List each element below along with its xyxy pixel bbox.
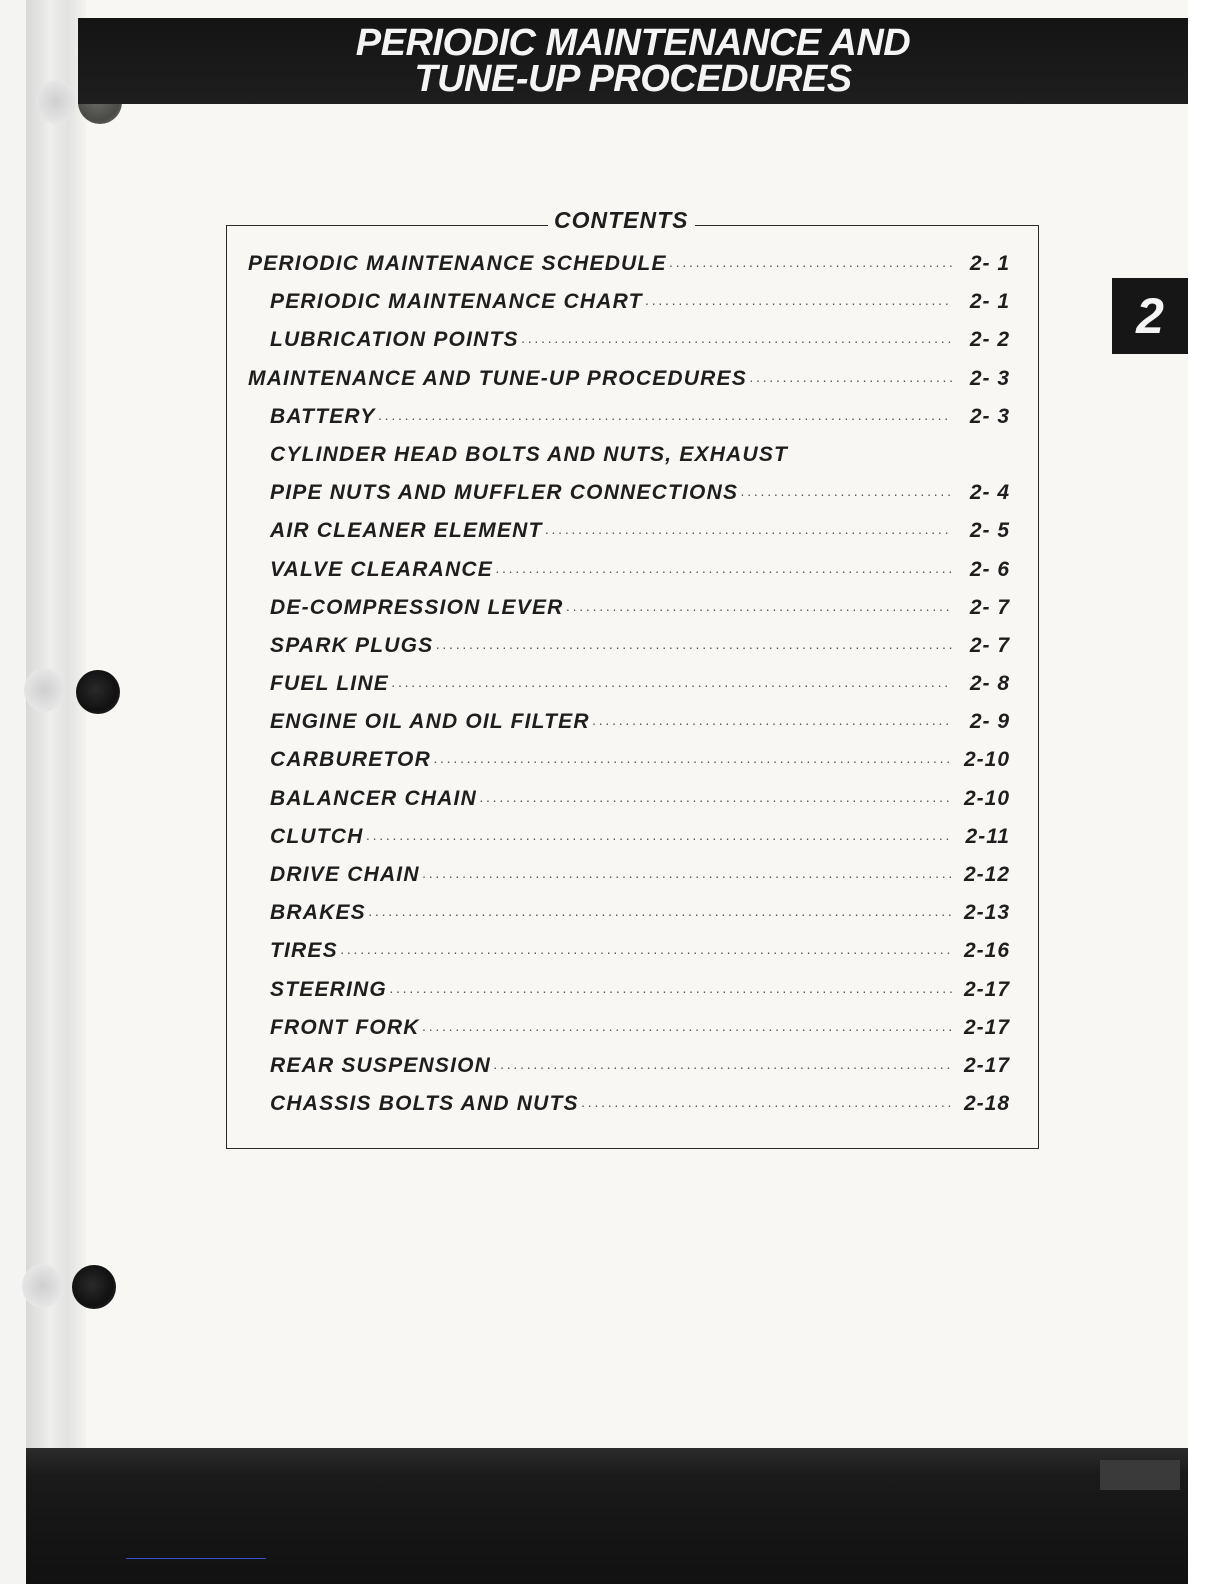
toc-entry — [248, 443, 1010, 481]
toc-entry-page: 2- 7 — [969, 633, 1010, 657]
toc-entry-title: STEERING — [270, 977, 387, 1001]
toc-entry — [248, 252, 1010, 290]
toc-entry — [248, 1092, 1010, 1130]
toc-entry-title: CYLINDER HEAD BOLTS AND NUTS, EXHAUST — [270, 442, 789, 466]
toc-entry-title: SPARK PLUGS — [270, 633, 434, 657]
toc-entry-title: PERIODIC MAINTENANCE CHART — [270, 290, 643, 314]
toc-entry-title: CHASSIS BOLTS AND NUTS — [270, 1092, 579, 1116]
toc-entry-page: 2- 3 — [969, 366, 1010, 390]
toc-entry — [248, 481, 1010, 519]
toc-entry-page: 2-16 — [963, 939, 1010, 963]
toc-dot-leader — [495, 563, 952, 579]
toc-dot-leader — [544, 524, 952, 540]
title-banner — [78, 18, 1188, 104]
toc-entry-page: 2- 4 — [969, 481, 1010, 505]
section-tab: 2 — [1112, 278, 1188, 354]
toc-entry-title: AIR CLEANER ELEMENT — [270, 519, 543, 543]
toc-dot-leader — [521, 333, 952, 349]
toc-entry — [248, 328, 1010, 366]
toc-entry-page: 2- 6 — [969, 557, 1010, 581]
toc-entry-page: 2- 3 — [969, 404, 1010, 428]
contents-heading: CONTENTS — [548, 207, 695, 234]
toc-entry-page: 2- 9 — [969, 710, 1010, 734]
toc-entry — [248, 863, 1010, 901]
toc-entry-page: 2- 8 — [969, 672, 1010, 696]
toc-entry-title: LUBRICATION POINTS — [270, 328, 519, 352]
toc-dot-leader — [391, 677, 952, 693]
toc-entry — [248, 672, 1010, 710]
toc-entry — [248, 939, 1010, 977]
toc-entry-page: 2- 7 — [969, 595, 1010, 619]
toc-entry-title: FUEL LINE — [270, 672, 389, 696]
toc-entry-page: 2- 5 — [969, 519, 1010, 543]
toc-dot-leader — [368, 906, 952, 922]
toc-entry — [248, 710, 1010, 748]
bottom-scan-highlight — [1100, 1460, 1180, 1490]
toc-dot-leader — [433, 753, 952, 769]
toc-entry-title: BRAKES — [270, 901, 366, 925]
toc-dot-leader — [669, 257, 952, 273]
page-left-edge — [0, 0, 27, 1584]
toc-dot-leader — [740, 486, 952, 502]
toc-dot-leader — [389, 983, 952, 999]
toc-entry-title: TIRES — [270, 939, 338, 963]
toc-entry — [248, 634, 1010, 672]
toc-entry-page: 2-18 — [963, 1092, 1010, 1116]
toc-entry-title: CARBURETOR — [270, 748, 431, 772]
binder-hole-bottom — [72, 1265, 116, 1309]
toc-entry-title: ENGINE OIL AND OIL FILTER — [270, 710, 590, 734]
toc-entry — [248, 596, 1010, 634]
right-margin — [1188, 0, 1224, 1584]
toc-entry-page: 2-17 — [963, 1053, 1010, 1077]
toc-dot-leader — [645, 295, 952, 311]
toc-entry — [248, 367, 1010, 405]
toc-entry — [248, 978, 1010, 1016]
toc-entry-page: 2- 1 — [969, 290, 1010, 314]
bottom-underline-mark — [126, 1558, 266, 1559]
toc-entry-title: VALVE CLEARANCE — [270, 557, 493, 581]
toc-entry-title: BALANCER CHAIN — [270, 786, 477, 810]
toc-entry-page: 2- 2 — [969, 328, 1010, 352]
toc-entry-title: CLUTCH — [270, 824, 364, 848]
toc-entry-title: REAR SUSPENSION — [270, 1053, 492, 1077]
toc-entry-page: 2- 1 — [969, 252, 1010, 275]
toc-entry-title: DRIVE CHAIN — [270, 863, 420, 886]
toc-dot-leader — [592, 715, 952, 731]
toc-dot-leader — [422, 868, 952, 884]
binder-hole-middle — [76, 670, 120, 714]
toc-entry — [248, 1054, 1010, 1092]
toc-dot-leader — [581, 1097, 952, 1113]
toc-entry — [248, 901, 1010, 939]
toc-dot-leader — [749, 372, 952, 388]
toc-entry-title: BATTERY — [270, 404, 376, 428]
toc-entry-page: 2-10 — [963, 786, 1010, 810]
toc-dot-leader — [435, 639, 952, 655]
page-title-line-1: PERIODIC MAINTENANCE AND — [355, 22, 911, 64]
toc-entry-title: PIPE NUTS AND MUFFLER CONNECTIONS — [270, 481, 739, 505]
toc-dot-leader — [422, 1021, 952, 1037]
toc-entry — [248, 558, 1010, 596]
toc-entry-title: FRONT FORK — [270, 1015, 420, 1039]
toc-dot-leader — [479, 792, 952, 808]
toc-entry-page: 2-12 — [963, 863, 1010, 886]
toc-entry-title: DE-COMPRESSION LEVER — [270, 595, 564, 619]
toc-entry — [248, 290, 1010, 328]
toc-entry-title: PERIODIC MAINTENANCE SCHEDULE — [248, 252, 667, 275]
toc-dot-leader — [566, 601, 952, 617]
binder-hole-ghost-middle — [24, 668, 64, 712]
toc-entry — [248, 1016, 1010, 1054]
toc-dot-leader — [366, 830, 952, 846]
toc-dot-leader — [493, 1059, 952, 1075]
toc-entry — [248, 787, 1010, 825]
binder-hole-ghost-top — [36, 80, 76, 124]
toc-entry-page: 2-10 — [963, 748, 1010, 772]
binder-shadow — [26, 0, 86, 1460]
toc-entry — [248, 825, 1010, 863]
table-of-contents — [248, 252, 1010, 1130]
toc-entry-page: 2-17 — [963, 977, 1010, 1001]
page-title-line-2: TUNE-UP PROCEDURES — [414, 58, 852, 100]
toc-entry-page: 2-11 — [965, 824, 1010, 848]
toc-dot-leader — [378, 410, 952, 426]
toc-entry — [248, 748, 1010, 786]
toc-entry — [248, 405, 1010, 443]
toc-entry-page: 2-13 — [963, 901, 1010, 925]
toc-dot-leader — [340, 944, 952, 960]
toc-entry-title: MAINTENANCE AND TUNE-UP PROCEDURES — [248, 366, 747, 390]
toc-entry — [248, 519, 1010, 557]
bottom-scan-band — [26, 1448, 1188, 1584]
binder-hole-ghost-bottom — [22, 1264, 62, 1308]
toc-entry-page: 2-17 — [963, 1015, 1010, 1039]
